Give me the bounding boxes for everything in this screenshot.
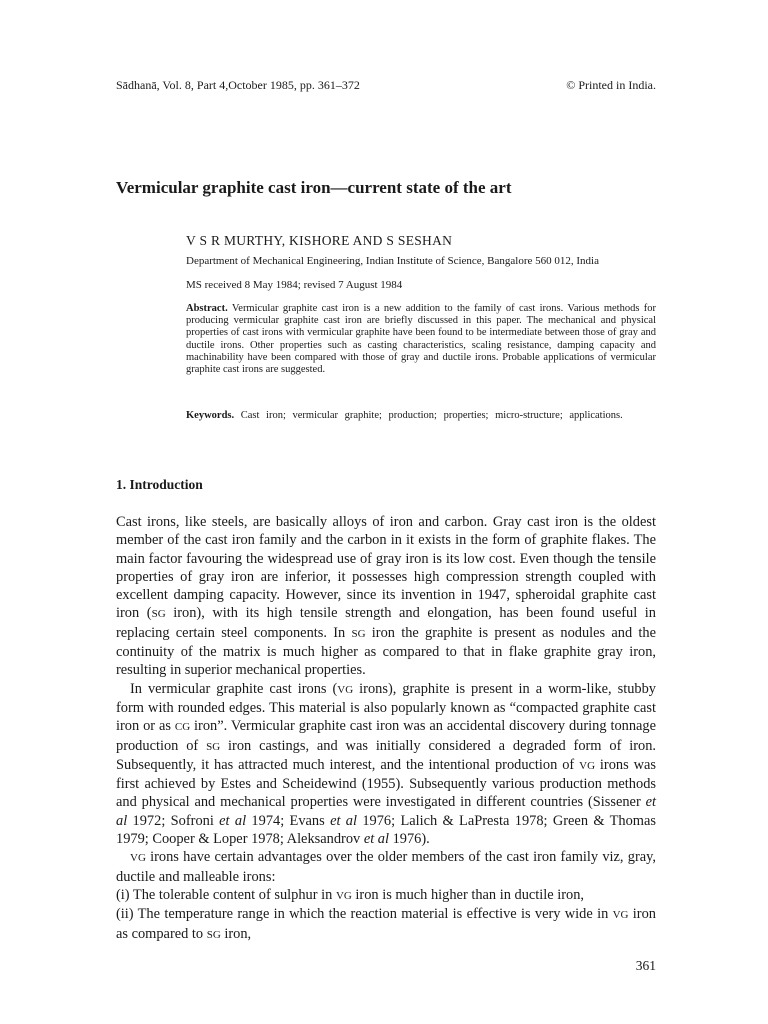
- abbrev: VG: [335, 889, 352, 902]
- page-number: 361: [635, 958, 656, 973]
- author-list: V S R MURTHY, KISHORE AND S SESHAN: [186, 233, 453, 248]
- list-item: [116, 905, 656, 944]
- text-run: (ii) The temperature range in which the reaction material is effective is very wide in: [116, 906, 613, 923]
- printed-notice: © Printed in India.: [566, 78, 656, 92]
- text-run: Cast irons, like steels, are basically alloys of iron and carbon. Gray cast iron is the oldest member of the cast iron family and the carbon in it exists in the form of graphite flakes. The main factor favouring the widespread use of gray iron is its low cost. Even though the tensile properties of gray iron are inferior, it possesses high compression strength coupled with excellent damping capacity. However, since its invention in 1947, spheroidal graphite cast iron (: [116, 514, 656, 622]
- journal-citation: Sādhanā, Vol. 8, Part 4,October 1985, pp. 361–372: [116, 78, 360, 92]
- abbrev: SG: [206, 740, 221, 753]
- affiliation: Department of Mechanical Engineering, Indian Institute of Science, Bangalore 560 012, India: [186, 255, 599, 267]
- paragraph: [116, 680, 656, 849]
- citation-etal: et al: [219, 812, 247, 829]
- text-run: iron as compared to: [116, 906, 656, 942]
- list-item: [116, 886, 656, 905]
- abbrev: VG: [337, 683, 354, 696]
- text-run: irons was first achieved by Estes and Scheidewind (1955). Subsequently various production methods and physical and mechanical properties were investigated in different countries (Sissener: [116, 756, 656, 811]
- keywords-text: Cast iron; vermicular graphite; production; properties; micro-structure; applications.: [240, 410, 623, 421]
- citation-etal: et al: [116, 794, 656, 829]
- paper-title: Vermicular graphite cast iron—current state of the art: [116, 178, 512, 197]
- citation-etal: et al: [363, 831, 389, 848]
- text-run: iron is much higher than in ductile iron,: [351, 886, 585, 903]
- text-run: In vermicular graphite cast irons (: [130, 680, 338, 697]
- abbrev: SG: [351, 627, 366, 640]
- abstract: [186, 303, 656, 376]
- abstract-label: Abstract.: [186, 303, 228, 314]
- keywords-label: Keywords.: [186, 410, 235, 421]
- citation-etal: et al: [330, 812, 357, 829]
- text-run: iron), with its high tensile strength and elongation, has been found useful in replacing certain steel components. In: [116, 605, 657, 641]
- paragraph: [116, 848, 656, 886]
- text-run: 1972; Sofroni: [127, 812, 220, 829]
- paragraph: [116, 513, 656, 680]
- text-run: 1974; Evans: [246, 812, 331, 829]
- body-text: [116, 513, 656, 944]
- section-number: 1.: [116, 477, 127, 492]
- section-heading: [116, 477, 203, 493]
- abbrev: VG: [612, 909, 629, 922]
- abbrev: SG: [206, 928, 221, 941]
- abbrev: SG: [151, 608, 166, 621]
- text-run: irons have certain advantages over the older members of the cast iron family viz, gray, ductile and malleable irons:: [116, 849, 656, 885]
- text-run: iron,: [220, 925, 252, 942]
- text-run: irons), graphite is present in a worm-like, stubby form with rounded edges. This material is also popularly known as “compacted graphite cast iron or as: [116, 680, 656, 735]
- section-title: Introduction: [129, 477, 203, 492]
- text-run: iron”. Vermicular graphite cast iron was an accidental discovery during tonnage production of: [116, 718, 656, 754]
- received-dates: MS received 8 May 1984; revised 7 August 1984: [186, 279, 403, 291]
- abbrev: CG: [174, 721, 191, 734]
- text-run: 1976; Lalich & LaPresta 1978; Green & Thomas 1979; Cooper & Loper 1978; Aleksandrov: [116, 812, 656, 848]
- keywords: [186, 410, 656, 422]
- abstract-text: Vermicular graphite cast iron is a new addition to the family of cast irons. Various methods for producing vermicular graphite cast iron are briefly discussed in this paper. The mechanical and physical properties of cast irons with vermicular graphite have been found to be intermediate between those of gray and ductile irons. Other properties such as casting characteristics, scaling resistance, damping capacity and machinability have been compared with those of gray and ductile irons. Probable applications of vermicular graphite cast irons are suggested.: [186, 303, 656, 376]
- text-run: 1976).: [389, 831, 430, 848]
- text-run: iron castings, and was initially considered a degraded form of iron. Subsequently, it has attracted much interest, and the intentional production of: [116, 737, 657, 773]
- text-run: (i) The tolerable content of sulphur in: [116, 886, 336, 903]
- abbrev: VG: [130, 852, 146, 865]
- text-run: iron the graphite is present as nodules and the continuity of the matrix is much higher as compared to that in flake graphite gray iron, resulting in superior mechanical properties.: [116, 624, 657, 679]
- abbrev: VG: [579, 759, 596, 772]
